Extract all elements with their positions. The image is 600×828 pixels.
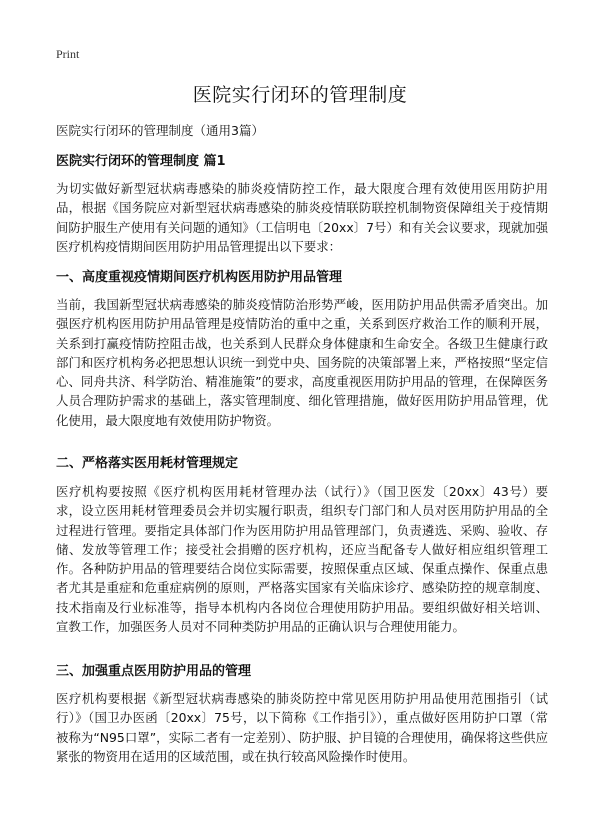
section-heading-1: 一、高度重视疫情期间医疗机构医用防护用品管理 [56,270,343,285]
intro-paragraph: 为切实做好新型冠状病毒感染的肺炎疫情防控工作，最大限度合理有效使用医用防护用品，根据《国务院应对新型冠状病毒感染的肺炎疫情联防联控机制物资保障组关于疫情期间防护服生产使用有关问题的通知》（工信明电〔20xx〕7号）和有关会议要求，现就加强医疗机构疫情期间医用防护用品管理提出以下要求： [56,181,548,254]
section-heading-3: 三、加强重点医用防护用品的管理 [56,664,252,679]
section-paragraph-3: 医疗机构要根据《新型冠状病毒感染的肺炎防控中常见医用防护用品使用范围指引（试行）》（国卫办医函〔20xx〕75号，以下简称《工作指引》），重点做好医用防护口罩（常被称为“N95口罩”，实际二者有一定差别）、防护服、护目镜的合理使用，确保将这些供应紧张的物资用在适用的区域范围，或在执行较高风险操作时使用。 [56,691,548,764]
chapter-title: 医院实行闭环的管理制度 篇1 [56,154,226,169]
section-paragraph-2: 医疗机构要按照《医疗机构医用耗材管理办法（试行）》（国卫医发〔20xx〕43号）要求，设立医用耗材管理委员会并切实履行职责，组织专门部门和人员对医用防护用品的全过程进行管理。要指定具体部门作为医用防护用品管理部门，负责遴选、采购、验收、存储、发放等管理工作；接受社会捐赠的医疗机构，还应当配备专人做好相应组织管理工作。各种防护用品的管理要结合岗位实际需要，按照保重点区域、保重点操作、保重点患者尤其是重症和危重症病例的原则，严格落实国家有关临床诊疗、感染防控的规章制度、技术指南及行业标准等，指导本机构内各岗位合理使用防护用品。要组织做好相关培训、宣教工作，加强医务人员对不同种类防护用品的正确认识与合理使用能力。 [56,484,548,635]
print-link[interactable]: Print [56,47,80,61]
page-title: 医院实行闭环的管理制度 [192,84,408,106]
section-paragraph-1: 当前，我国新型冠状病毒感染的肺炎疫情防治形势严峻，医用防护用品供需矛盾突出。加强医疗机构医用防护用品管理是疫情防治的重中之重，关系到医疗救治工作的顺利开展，关系到打赢疫情防控阻击战，也关系到人民群众身体健康和生命安全。各级卫生健康行政部门和医疗机构务必把思想认识统一到党中央、国务院的决策部署上来，严格按照“坚定信心、同舟共济、科学防治、精准施策”的要求，高度重视医用防护用品的管理，在保障医务人员合理防护需求的基础上，落实管理制度、细化管理措施，做好医用防护用品管理，优化使用，最大限度地有效使用防护物资。 [56,297,548,428]
section-heading-2: 二、严格落实医用耗材管理规定 [56,456,239,471]
document-subtitle: 医院实行闭环的管理制度（通用3篇） [56,123,264,138]
